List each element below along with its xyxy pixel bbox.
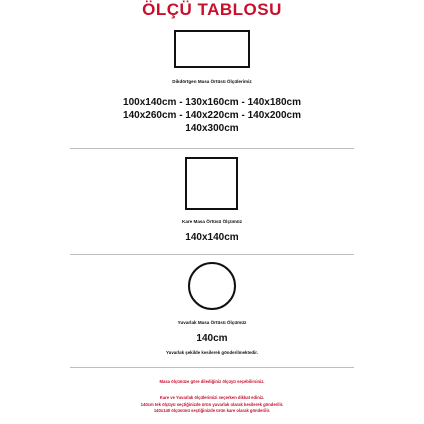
circle-shape-icon [188,262,236,310]
note-line-3: 140cm tek ölçüyü seçtiğinizde ürün yuvarlak olarak kesilerek gönderilir. [140,402,284,407]
rectangle-shape-icon [174,30,250,68]
note-line-2: Kare ve Yuvarlak ölçülerimizi seçerken dikkat ediniz. [159,395,265,400]
square-caption: Kare Masa Örtüsü Ölçümüz [182,219,242,224]
note-line-1: Masa ölçünüze göre dilediğiniz ölçüyü seçebilirsiniz. [159,379,265,384]
divider [70,367,354,368]
rectangle-sizes-line-2: 140x260cm - 140x220cm - 140x200cm [123,110,301,121]
square-size: 140x140cm [185,232,239,243]
divider [70,148,354,149]
square-shape-icon [185,157,238,210]
page-title: ÖLÇÜ TABLOSU [142,0,282,19]
rectangle-caption: Dikdörtgen Masa Örtüsü Ölçülerimiz [172,79,252,84]
divider [70,254,354,255]
round-size: 140cm [196,333,228,344]
note-line-4: 140x140 ölçüsünü seçtiğinizde ürün kare olarak gönderilir. [153,408,271,413]
rectangle-sizes-line-3: 140x300cm [185,123,239,134]
rectangle-sizes-line-1: 100x140cm - 130x160cm - 140x180cm [123,97,301,108]
round-note: Yuvarlak şekilde kesilerek gönderilmektedir. [165,350,258,355]
round-caption: Yuvarlak Masa Örtüsü Ölçümüz [177,320,247,325]
